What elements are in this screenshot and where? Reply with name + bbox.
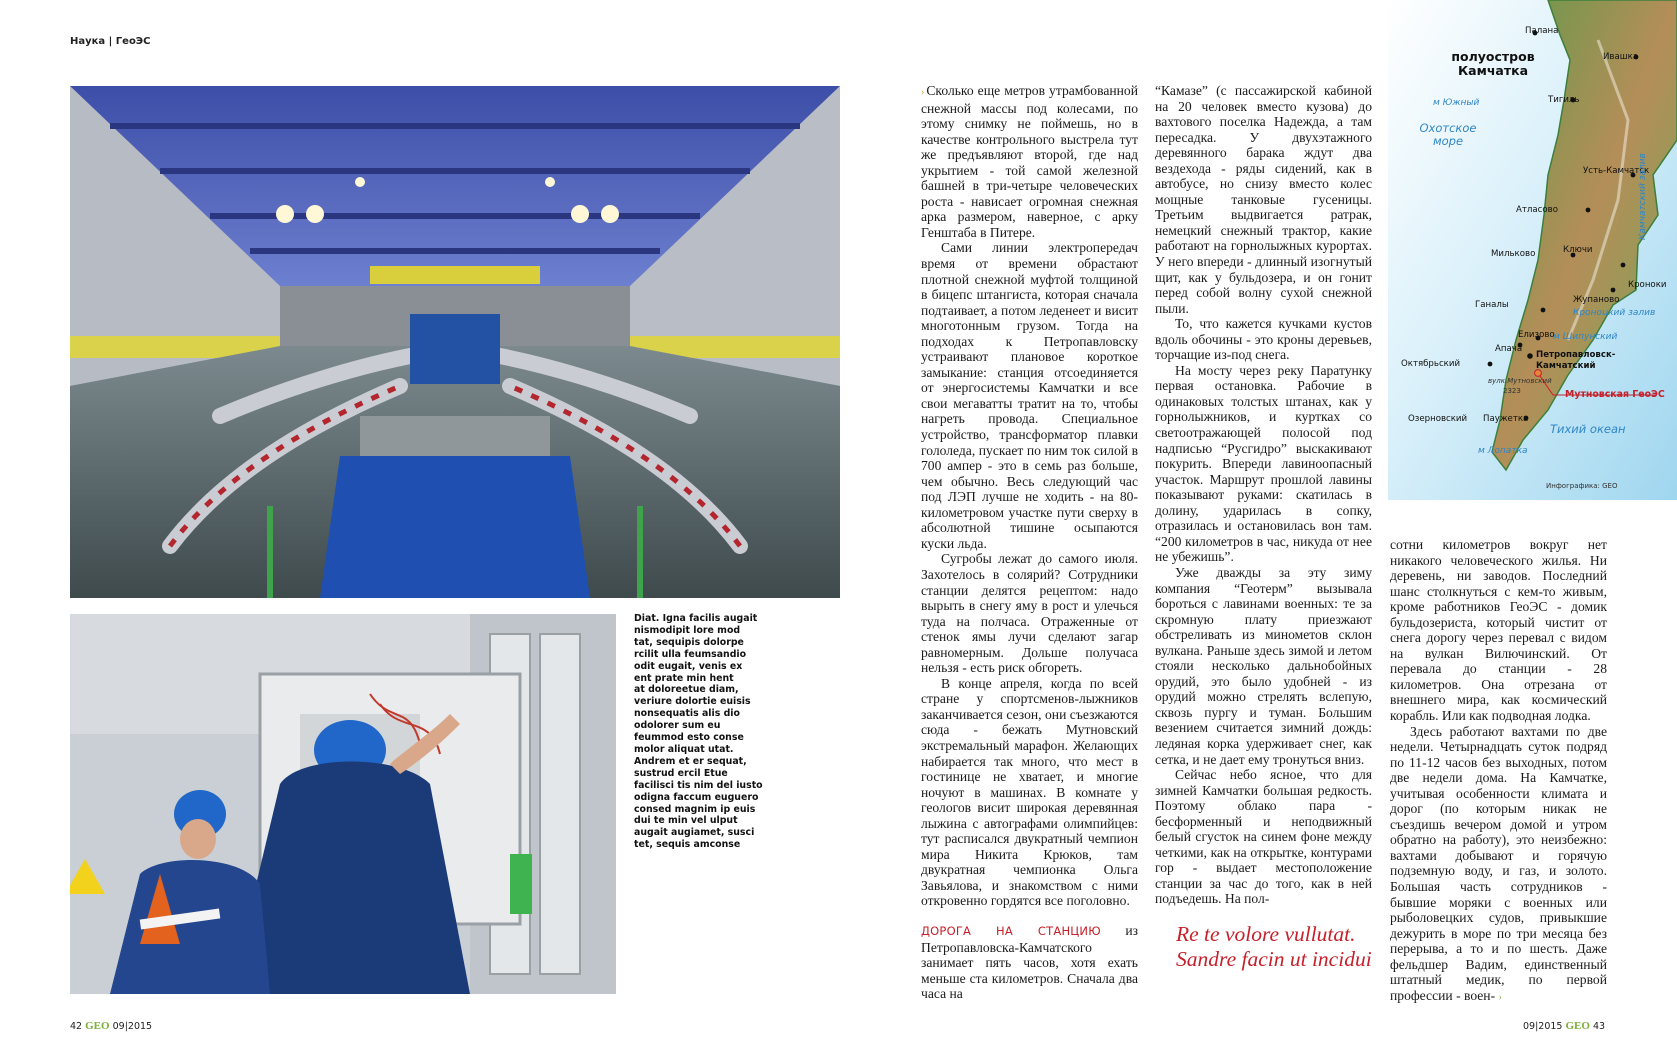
page-number-right: 43 bbox=[1592, 1021, 1606, 1032]
caption-line: odigna faccum euguero bbox=[634, 791, 759, 803]
caption-line: nonsequatis alis dio bbox=[634, 708, 740, 720]
caption-line: molor aliquat utat. bbox=[634, 743, 734, 755]
caption-line: rcilit ulla feumsandio bbox=[634, 648, 747, 660]
caption-line: tat, sequipis dolorpe bbox=[634, 636, 744, 648]
map-cape: м Южный bbox=[1433, 98, 1480, 108]
paragraph: Сугробы лежат до самого июля. Захотелось в солярий? Сотрудники станции делятся рецептом: надо вырыть в снегу яму в рост и улечься туда на полчаса. Отраженные от стенок ямы лучи сделают загар равномерным. Дольше получаса нельзя - есть риск обгореть. bbox=[921, 551, 1138, 676]
map-volcano-height: 2323 bbox=[1503, 387, 1521, 395]
paragraph: На мосту через реку Паратунку первая остановка. Рабочие в одинаковых толстых штанах, как у горнолыжников, и куртках со светоотражающей полосой под надписью “Русгидро” выскакивают покурить. Впереди лавиноопасный участок. Маршрут прошлой лавины показывают руками: скатилась в долину, ударилась в сопку, отразилась и остановилась вон там. “200 километров в час, никуда от нее не убежишь”. bbox=[1155, 362, 1372, 565]
map-volcano: вулк.Мутновский bbox=[1488, 377, 1552, 385]
map-city: Петропавловск-Камчатский bbox=[1536, 350, 1616, 371]
map-city: Ключи bbox=[1563, 245, 1593, 255]
footer-right bbox=[1523, 1020, 1605, 1032]
map-sea-pacific: Тихий океан bbox=[1550, 422, 1626, 436]
caption-line: Diat. Igna facilis augait bbox=[634, 613, 758, 624]
footer-left bbox=[70, 1020, 152, 1032]
caption-line: dui te min vel ulput bbox=[634, 815, 738, 827]
caption-line: odolorer sum eu bbox=[634, 720, 721, 732]
map-city: Елизово bbox=[1518, 330, 1555, 340]
paragraph: сотни километров вокруг нет никакого человеческого жилья. Ни деревень, ни заводов. Последний шанс столкнуться с кем-то живым, кроме работников ГеоЭС - домик бульдозериста, который чистит от снега дорогу через перевал с видом на вулкан Вилючинский. От перевала до станции - 28 километров. Она отрезана от внешнего мира, как космический корабль. Или как подводная лодка. bbox=[1390, 537, 1607, 724]
kamchatka-map bbox=[1388, 0, 1677, 500]
photo-caption bbox=[634, 613, 763, 851]
caption-line: augait augiamet, susci bbox=[634, 827, 755, 839]
section-label: Наука | ГеоЭС bbox=[70, 36, 151, 47]
map-city: Тигиль bbox=[1548, 95, 1580, 105]
caption-line: veriure dolortie euisis bbox=[634, 696, 751, 708]
paragraph: Здесь работают вахтами по две недели. Четырнадцать суток подряд по 11-12 часов без выходных, потом две недели дома. На Камчатке, учитывая особенности климата и дорог (по которым никак не съездишь вечером домой и утром обратно на работу), это неизбежно: вахтами добывают и горячую подземную воду, и газ, и золото. Большая часть сотрудников - бывшие моряки с военных или рыболовецких судов, привыкшие дежурить в море по три месяца без перерыва, а то и по шесть. Даже фельдшер Вадим, единственный штатный медик, по первой профессии - воен- › bbox=[1390, 723, 1607, 1003]
paragraph: “Камазе” (с пассажирской кабиной на 20 человек вместо кузова) до вахтового поселка Надежда, а там пересадка. У двухэтажного деревянного барака ждут два вездехода - ряды сидений, как в автобусе, но снизу вместо колес мощные танковые гусеницы. Третьим выдвигается ратрак, немецкий снежный трактор, какие работают на горнолыжных курортах. У него впереди - длинный изогнутый щит, как у бульдозера, и он гонит перед собой волну сухой снежной пыли. bbox=[1155, 83, 1372, 316]
map-bay-kronotsky: Кроноцкий залив bbox=[1573, 308, 1656, 318]
article-column-2 bbox=[1155, 83, 1372, 907]
map-city: Паужетка bbox=[1483, 414, 1529, 424]
paragraph-marker-icon: › bbox=[921, 87, 925, 98]
map-city: Палана bbox=[1525, 26, 1559, 36]
caption-line: feummod esto conse bbox=[634, 732, 744, 744]
article-column-1 bbox=[921, 83, 1138, 1003]
caption-line: nismodipit lore mod bbox=[634, 624, 741, 636]
map-sea-okhotsk: Охотское море bbox=[1419, 121, 1477, 148]
paragraph: Сейчас небо ясное, что для зимней Камчатки большая редкость. Поэтому облако пара - бесформенный и неподвижный белый сгусток на синем фоне между четкими, как на открытке, контурами гор - выдает местоположение станции за час до того, как в ней подъедешь. На пол- bbox=[1155, 767, 1372, 907]
turbine-hall-photo bbox=[70, 86, 840, 598]
caption-line: at doloreetue diam, bbox=[634, 684, 739, 696]
continue-arrow-icon: › bbox=[1498, 991, 1502, 1003]
paragraph: Уже дважды за эту зиму компания “Геотерм” вызывала бороться с лавинами военных: те за скромную плату приезжают обстреливать из минометов склон вулкана. Раньше здесь зимой и летом стояли несколько дальнобойных орудий, это было удобней - из орудий можно стрелять вслепую, сквозь пургу и туман. Большим везением считается зимний дождь: ледяная корка удерживает снег, как сетка, и не дает ему тронуться вниз. bbox=[1155, 564, 1372, 767]
map-city: Атласово bbox=[1516, 205, 1558, 215]
caption-line: ent prate min hent bbox=[634, 672, 734, 684]
map-title: полуостров Камчатка bbox=[1451, 49, 1535, 78]
caption-line: sustrud ercil Etue bbox=[634, 767, 728, 779]
paragraph: ДОРОГА НА СТАНЦИЮ из Петропавловска-Камчатского занимает пять часов, хотя ехать меньше ста километров. Сначала два часа на bbox=[921, 922, 1138, 1002]
map-cape: м Шипунский bbox=[1553, 332, 1618, 342]
map-credit: Инфографика: GEO bbox=[1546, 482, 1618, 490]
workers-photo bbox=[70, 614, 616, 994]
brand-logo: GEO bbox=[85, 1020, 110, 1032]
caption-line: consed magnim ip euis bbox=[634, 803, 756, 815]
map-bay-kamchatsky: Камчатский залив bbox=[1638, 153, 1648, 240]
paragraph: В конце апреля, когда по всей стране у спортсменов-лыжников заканчивается сезон, они съезжаются сюда - бежать Мутновский экстремальный марафон. Желающих набирается так много, что мест в гостинице не хватает, и многие ночуют в машинах. В комнате у геологов висит широкая деревянная лыжина с автографами олимпийцев: тут расписался двукратный чемпион мира Никита Крюков, там двукратная чемпионка Ольга Завьялова, и знакомством с ними откровенно гордятся все поголовно. bbox=[921, 675, 1138, 909]
map-city: Жупаново bbox=[1573, 295, 1620, 305]
article-column-3 bbox=[1390, 537, 1607, 1003]
map-city: Ивашка bbox=[1603, 52, 1639, 62]
map-city: Ганалы bbox=[1475, 300, 1509, 310]
map-city: Апача bbox=[1495, 344, 1523, 354]
caption-line: odit eugait, venis ex bbox=[634, 660, 743, 672]
caption-line: tet, sequis amconse bbox=[634, 839, 741, 851]
map-city: Мильково bbox=[1491, 249, 1536, 259]
caption-line: facilisci tis nim del iusto bbox=[634, 779, 763, 791]
map-geoes-label: Мутновская ГеоЭС bbox=[1565, 389, 1665, 400]
paragraph: То, что кажется кучками кустов вдоль обочины - это кроны деревьев, торчащие из-под снега. bbox=[1155, 316, 1372, 363]
section-lead: ДОРОГА НА СТАНЦИЮ bbox=[921, 923, 1101, 938]
map-cape: м Лопатка bbox=[1478, 446, 1528, 456]
paragraph: › Сколько еще метров утрамбованной снежной массы под колесами, по этому снимку не поймешь, но в качестве контрольного выстрела тут же предъявляют второй, где над укрытием - той самой железной башней в три-четыре человеческих роста - нависает огромная снежная арка размером, наверное, с арку Генштаба в Питере. bbox=[921, 83, 1138, 240]
map-city: Кроноки bbox=[1628, 280, 1667, 290]
pull-quote: Re te volore vullutat. Sandre facin ut incidui bbox=[1176, 922, 1372, 971]
map-city: Октябрьский bbox=[1401, 359, 1461, 369]
brand-logo: GEO bbox=[1565, 1020, 1590, 1032]
map-city: Озерновский bbox=[1408, 414, 1468, 424]
caption-line: Andrem et er sequat, bbox=[634, 755, 747, 767]
issue-date-right: 09|2015 bbox=[1523, 1021, 1563, 1032]
page-number-left: 42 bbox=[70, 1021, 83, 1032]
paragraph: Сами линии электропередач время от времени обрастают плотной снежной муфтой толщиной в бицепс штангиста, которая сначала подтаивает, а потом леденеет и висит многотонным грузом. Тогда на подходах к Петропавловску устраивают плановое короткое замыкание: станция отсоединяется от энергосистемы Камчатки и все свои мегаватты тратит на то, чтобы нагреть провода. Специальное устройство, трансформатор плавки гололеда, пускает по ним ток силой в 700 ампер - это в семь раз больше, чем обычно. Весь следующий час под ЛЭП лучше не ходить - на 80-километровом участке пути сверху в абсолютной тишине осыпаются куски льда. bbox=[921, 240, 1138, 551]
issue-date-left: 09|2015 bbox=[112, 1021, 153, 1032]
map-city: Усть-Камчатск bbox=[1583, 166, 1650, 176]
